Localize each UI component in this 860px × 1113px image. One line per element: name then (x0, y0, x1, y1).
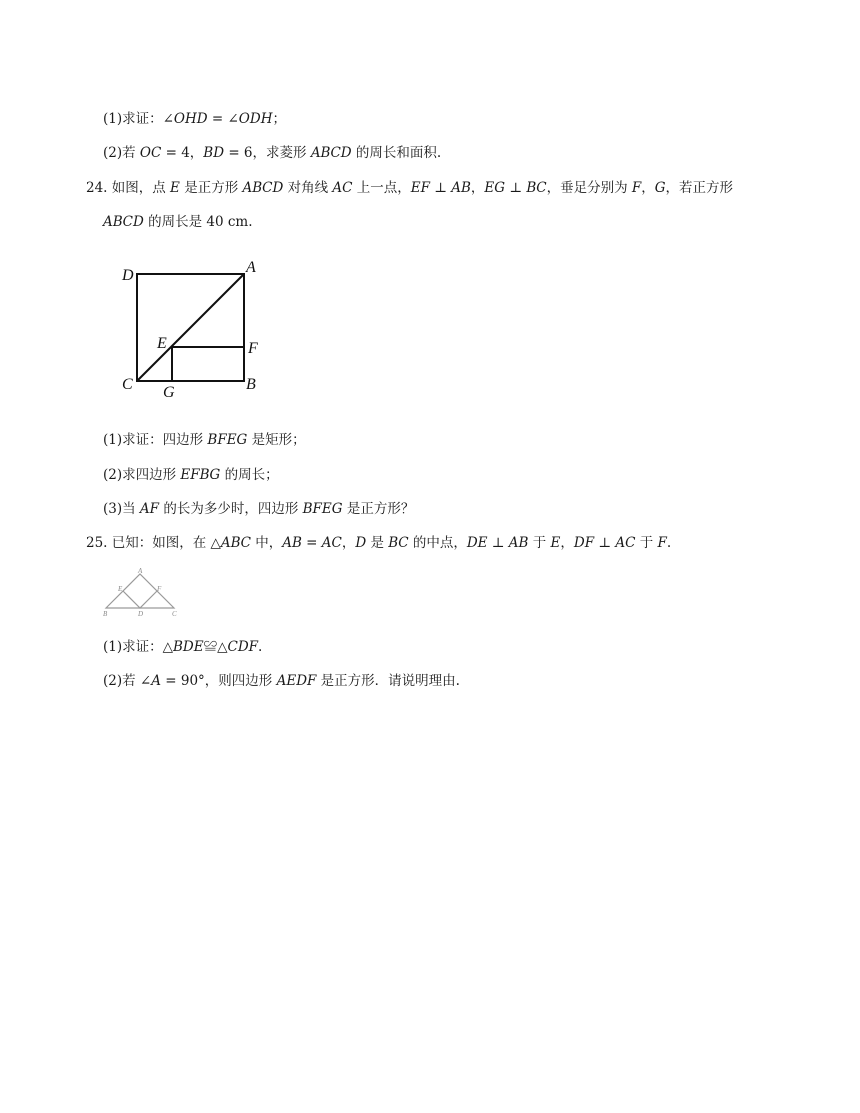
q24-stem-line1: 24. 如图，点 𝐸 是正方形 𝐴𝐵𝐶𝐷 对角线 𝐴𝐶 上一点，𝐸𝐹 ⊥ 𝐴𝐵，𝐸𝐺 ⊥ 𝐵𝐶，垂足分别为 𝐹，𝐺，若正方形 (86, 180, 734, 196)
label-g: G (163, 384, 175, 401)
label-e: E (157, 335, 167, 352)
label-d: D (122, 267, 134, 284)
q25-triangle-figure (100, 566, 182, 618)
q23-part2: (2)若 𝑂𝐶 = 4，𝐵𝐷 = 6，求菱形 𝐴𝐵𝐶𝐷 的周长和面积. (103, 145, 442, 161)
label-a: A (138, 567, 143, 575)
triangle-abc (106, 574, 174, 608)
diagonal-ac (137, 274, 244, 381)
q24-part2: (2)求四边形 𝐸𝐹𝐵𝐺 的周长； (103, 467, 279, 483)
q24-part1: (1)求证：四边形 𝐵𝐹𝐸𝐺 是矩形； (103, 432, 306, 448)
label-f: F (248, 340, 258, 357)
label-f: F (157, 585, 162, 593)
q25-part1: (1)求证：△𝐵𝐷𝐸≌△𝐶𝐷𝐹. (103, 639, 263, 655)
q24-part3: (3)当 𝐴𝐹 的长为多少时，四边形 𝐵𝐹𝐸𝐺 是正方形？ (103, 501, 415, 517)
label-b: B (103, 610, 108, 618)
segments-de-df (123, 591, 157, 608)
label-e: E (118, 585, 123, 593)
label-b: B (246, 376, 256, 393)
q24-stem-line2: 𝐴𝐵𝐶𝐷 的周长是 40 cm. (103, 214, 253, 230)
label-d: D (138, 610, 144, 618)
q23-part1: (1)求证：∠𝑂𝐻𝐷 = ∠𝑂𝐷𝐻； (103, 111, 286, 127)
label-c: C (172, 610, 177, 618)
q24-square-figure (115, 255, 275, 405)
q25-part2: (2)若 ∠𝐴 = 90°，则四边形 𝐴𝐸𝐷𝐹 是正方形．请说明理由. (103, 673, 460, 689)
label-a: A (246, 259, 256, 276)
label-c: C (122, 376, 133, 393)
q25-stem: 25. 已知：如图，在 △𝐴𝐵𝐶 中，𝐴𝐵 = 𝐴𝐶，𝐷 是 𝐵𝐶 的中点，𝐷𝐸 ⊥ 𝐴𝐵 于 𝐸，𝐷𝐹 ⊥ 𝐴𝐶 于 𝐹. (86, 535, 672, 551)
